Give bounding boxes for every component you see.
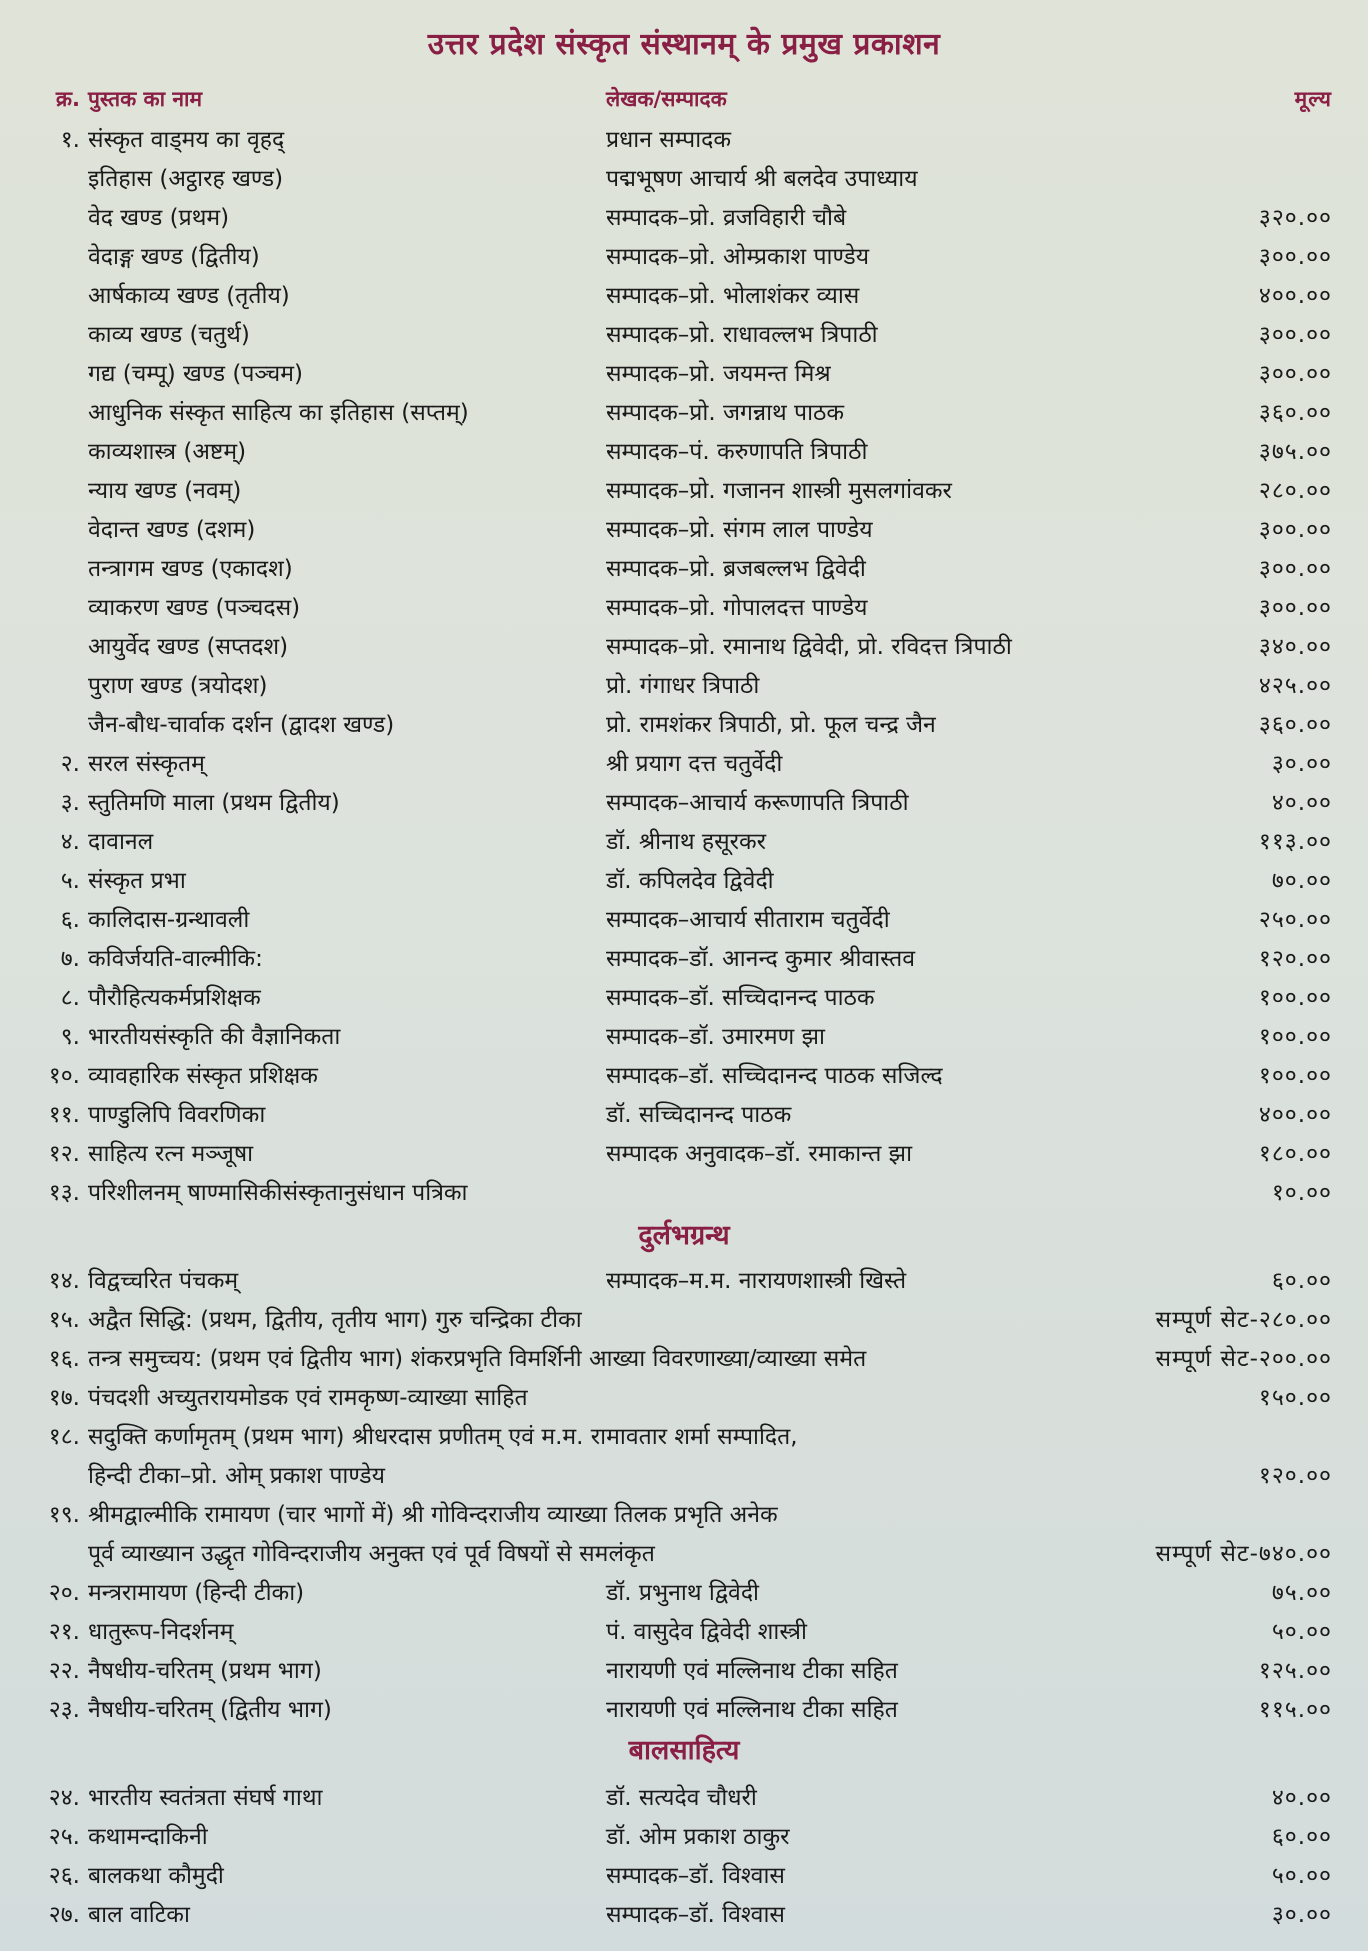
list-item bbox=[0, 940, 1368, 979]
item-title: नैषधीय-चरितम् (प्रथम भाग) bbox=[88, 1658, 322, 1684]
item-title: भारतीयसंस्कृति की वैज्ञानिकता bbox=[88, 1024, 341, 1050]
list-item bbox=[0, 433, 1368, 472]
list-item bbox=[0, 121, 1368, 160]
item-number: ४. bbox=[60, 829, 80, 855]
item-price: ३०.०० bbox=[1271, 1902, 1332, 1928]
item-price: ४२५.०० bbox=[1258, 673, 1332, 699]
item-author: सम्पादक–डॉ. सच्चिदानन्द पाठक सजिल्द bbox=[606, 1063, 943, 1089]
list-item bbox=[0, 1135, 1368, 1174]
list-item bbox=[0, 472, 1368, 511]
item-author: सम्पादक–आचार्य सीताराम चतुर्वेदी bbox=[606, 907, 890, 933]
item-title: जैन-बौध-चार्वाक दर्शन (द्वादश खण्ड) bbox=[88, 712, 395, 738]
item-title: बालकथा कौमुदी bbox=[88, 1863, 224, 1889]
item-number: १३. bbox=[48, 1180, 80, 1206]
list-item bbox=[0, 1818, 1368, 1857]
item-price: ३०.०० bbox=[1271, 751, 1332, 777]
item-author: सम्पादक–आचार्य करूणापति त्रिपाठी bbox=[606, 790, 909, 816]
item-price: ७०.०० bbox=[1271, 868, 1332, 894]
item-title: बाल वाटिका bbox=[88, 1902, 190, 1928]
item-title: आयुर्वेद खण्ड (सप्तदश) bbox=[88, 634, 289, 660]
item-price: १००.०० bbox=[1258, 985, 1332, 1011]
list-item bbox=[0, 394, 1368, 433]
item-title: आर्षकाव्य खण्ड (तृतीय) bbox=[88, 283, 290, 309]
section-title-children-literature: बालसाहित्य bbox=[628, 1735, 740, 1766]
item-number: २३. bbox=[48, 1697, 80, 1723]
item-author: प्रो. गंगाधर त्रिपाठी bbox=[606, 673, 760, 699]
list-item bbox=[0, 1262, 1368, 1301]
item-author: प्रधान सम्पादक bbox=[606, 127, 732, 153]
item-price: ४०.०० bbox=[1271, 1785, 1332, 1811]
item-title: पौरौहित्यकर्मप्रशिक्षक bbox=[88, 985, 261, 1011]
item-number: २४. bbox=[48, 1785, 80, 1811]
list-item bbox=[0, 355, 1368, 394]
item-number: १०. bbox=[48, 1063, 80, 1089]
list-item bbox=[0, 160, 1368, 199]
item-price: ३२०.०० bbox=[1258, 205, 1332, 231]
item-title: साहित्य रत्न मञ्जूषा bbox=[88, 1141, 254, 1167]
item-number: ३. bbox=[60, 790, 80, 816]
list-item bbox=[0, 238, 1368, 277]
item-title: परिशीलनम् षाण्मासिकीसंस्कृतानुसंधान पत्रिका bbox=[88, 1180, 468, 1206]
item-author: पं. वासुदेव द्विवेदी शास्त्री bbox=[606, 1619, 807, 1645]
list-item bbox=[0, 1379, 1368, 1418]
item-author: नारायणी एवं मल्लिनाथ टीका सहित bbox=[606, 1697, 898, 1723]
item-title: श्रीमद्वाल्मीकि रामायण (चार भागों में) श्री गोविन्दराजीय व्याख्या तिलक प्रभृति अनेक bbox=[88, 1502, 778, 1528]
item-price: ३७५.०० bbox=[1258, 439, 1332, 465]
item-title: मन्त्ररामायण (हिन्दी टीका) bbox=[88, 1580, 305, 1606]
item-price: ३६०.०० bbox=[1258, 712, 1332, 738]
item-title: व्याकरण खण्ड (पञ्चदस) bbox=[88, 595, 301, 621]
item-author: नारायणी एवं मल्लिनाथ टीका सहित bbox=[606, 1658, 898, 1684]
list-item bbox=[0, 784, 1368, 823]
item-author: सम्पादक–प्रो. ओम्प्रकाश पाण्डेय bbox=[606, 244, 870, 270]
item-price: ५०.०० bbox=[1271, 1863, 1332, 1889]
item-title: संस्कृत प्रभा bbox=[88, 868, 186, 894]
item-author: डॉ. ओम प्रकाश ठाकुर bbox=[606, 1824, 790, 1850]
item-number: २६. bbox=[48, 1863, 80, 1889]
section-title-rare-books: दुर्लभग्रन्थ bbox=[638, 1220, 730, 1251]
list-item bbox=[0, 862, 1368, 901]
header-serial: क्र. bbox=[55, 87, 80, 111]
item-number: १७. bbox=[48, 1385, 80, 1411]
item-title: न्याय खण्ड (नवम्) bbox=[88, 478, 242, 504]
item-price: १२०.०० bbox=[1258, 1463, 1332, 1489]
item-author: सम्पादक–डॉ. सच्चिदानन्द पाठक bbox=[606, 985, 875, 1011]
list-item bbox=[0, 1301, 1368, 1340]
item-author: सम्पादक–प्रो. भोलाशंकर व्यास bbox=[606, 283, 860, 309]
list-item bbox=[0, 1652, 1368, 1691]
item-author: सम्पादक–डॉ. उमारमण झा bbox=[606, 1024, 825, 1050]
list-item bbox=[0, 316, 1368, 355]
item-author: सम्पादक–प्रो. राधावल्लभ त्रिपाठी bbox=[606, 322, 878, 348]
item-price: १००.०० bbox=[1258, 1063, 1332, 1089]
item-price: ७५.०० bbox=[1271, 1580, 1332, 1606]
item-author: सम्पादक–डॉ. विश्वास bbox=[606, 1902, 785, 1928]
item-author: सम्पादक–प्रो. संगम लाल पाण्डेय bbox=[606, 517, 873, 543]
item-price: ३६०.०० bbox=[1258, 400, 1332, 426]
item-price: २५०.०० bbox=[1258, 907, 1332, 933]
list-item bbox=[0, 1496, 1368, 1567]
item-price: १२५.०० bbox=[1258, 1658, 1332, 1684]
list-item bbox=[0, 1779, 1368, 1818]
item-title-continued: हिन्दी टीका–प्रो. ओम् प्रकाश पाण्डेय bbox=[88, 1463, 385, 1489]
item-number: १८. bbox=[48, 1424, 80, 1450]
item-price: ४०.०० bbox=[1271, 790, 1332, 816]
item-title: काव्यशास्त्र (अष्टम्) bbox=[88, 439, 247, 465]
item-title: सदुक्ति कर्णामृतम् (प्रथम भाग) श्रीधरदास प्रणीतम् एवं म.म. रामावतार शर्मा सम्पादित, bbox=[88, 1424, 798, 1450]
item-number: ६. bbox=[60, 907, 80, 933]
list-item bbox=[0, 706, 1368, 745]
item-title: व्यावहारिक संस्कृत प्रशिक्षक bbox=[88, 1063, 318, 1089]
item-title: वेदाङ्ग खण्ड (द्वितीय) bbox=[88, 244, 260, 270]
item-title: वेद खण्ड (प्रथम) bbox=[88, 205, 230, 231]
list-item bbox=[0, 1896, 1368, 1935]
list-item bbox=[0, 823, 1368, 862]
item-number: २२. bbox=[48, 1658, 80, 1684]
item-price: ११३.०० bbox=[1258, 829, 1332, 855]
header-book-name: पुस्तक का नाम bbox=[88, 87, 203, 111]
item-author: पद्मभूषण आचार्य श्री बलदेव उपाध्याय bbox=[606, 166, 918, 192]
item-number: १६. bbox=[48, 1346, 80, 1372]
item-price: ६०.०० bbox=[1271, 1268, 1332, 1294]
header-price: मूल्य bbox=[1294, 87, 1332, 111]
item-price: १५०.०० bbox=[1258, 1385, 1332, 1411]
list-item bbox=[0, 628, 1368, 667]
item-number: १९. bbox=[48, 1502, 80, 1528]
item-title: कथामन्दाकिनी bbox=[88, 1824, 208, 1850]
item-price: सम्पूर्ण सेट-२००.०० bbox=[1155, 1346, 1332, 1372]
item-author: सम्पादक–डॉ. विश्वास bbox=[606, 1863, 785, 1889]
item-price: ३००.०० bbox=[1258, 361, 1332, 387]
item-title: सरल संस्कृतम् bbox=[88, 751, 205, 777]
item-author: सम्पादक–प्रो. जगन्नाथ पाठक bbox=[606, 400, 845, 426]
item-price: १००.०० bbox=[1258, 1024, 1332, 1050]
item-number: २. bbox=[60, 751, 80, 777]
list-item bbox=[0, 199, 1368, 238]
item-title: गद्य (चम्पू) खण्ड (पञ्चम) bbox=[88, 361, 303, 387]
item-title: तन्त्रागम खण्ड (एकादश) bbox=[88, 556, 293, 582]
item-number: ७. bbox=[60, 946, 80, 972]
list-item bbox=[0, 1857, 1368, 1896]
item-title: स्तुतिमणि माला (प्रथम द्वितीय) bbox=[88, 790, 340, 816]
item-number: १४. bbox=[48, 1268, 80, 1294]
item-title: वेदान्त खण्ड (दशम) bbox=[88, 517, 256, 543]
item-author: प्रो. रामशंकर त्रिपाठी, प्रो. फूल चन्द्र जैन bbox=[606, 712, 936, 738]
item-author: सम्पादक–प्रो. गजानन शास्त्री मुसलगांवकर bbox=[606, 478, 952, 504]
item-title: पुराण खण्ड (त्रयोदश) bbox=[88, 673, 268, 699]
item-price: ३००.०० bbox=[1258, 595, 1332, 621]
item-price: ३००.०० bbox=[1258, 244, 1332, 270]
item-author: डॉ. प्रभुनाथ द्विवेदी bbox=[606, 1580, 760, 1606]
item-title: अद्वैत सिद्धि: (प्रथम, द्वितीय, तृतीय भाग) गुरु चन्द्रिका टीका bbox=[88, 1307, 582, 1333]
item-price: ५०.०० bbox=[1271, 1619, 1332, 1645]
list-item bbox=[0, 745, 1368, 784]
list-item bbox=[0, 589, 1368, 628]
item-number: ११. bbox=[48, 1102, 80, 1128]
item-price: ६०.०० bbox=[1271, 1824, 1332, 1850]
item-author: सम्पादक–डॉ. आनन्द कुमार श्रीवास्तव bbox=[606, 946, 915, 972]
list-item bbox=[0, 1613, 1368, 1652]
list-item bbox=[0, 511, 1368, 550]
item-price: ३००.०० bbox=[1258, 517, 1332, 543]
page-title: उत्तर प्रदेश संस्कृत संस्थानम् के प्रमुख प्रकाशन bbox=[427, 27, 941, 62]
item-title: धातुरूप-निदर्शनम् bbox=[88, 1619, 234, 1645]
item-title: भारतीय स्वतंत्रता संघर्ष गाथा bbox=[88, 1785, 323, 1811]
list-item bbox=[0, 1174, 1368, 1213]
item-author: सम्पादक–पं. करुणापति त्रिपाठी bbox=[606, 439, 868, 465]
item-title: इतिहास (अट्ठारह खण्ड) bbox=[88, 166, 284, 192]
item-number: १५. bbox=[48, 1307, 80, 1333]
item-title-continued: पूर्व व्याख्यान उद्धृत गोविन्दराजीय अनुक्त एवं पूर्व विषयों से समलंकृत bbox=[88, 1541, 655, 1567]
item-author: डॉ. कपिलदेव द्विवेदी bbox=[606, 868, 774, 894]
item-title: विद्वच्चरित पंचकम् bbox=[88, 1268, 239, 1294]
item-price: ४००.०० bbox=[1258, 283, 1332, 309]
item-number: २७. bbox=[48, 1902, 80, 1928]
item-price: ३००.०० bbox=[1258, 556, 1332, 582]
list-item bbox=[0, 550, 1368, 589]
item-number: १२. bbox=[48, 1141, 80, 1167]
list-item bbox=[0, 1691, 1368, 1730]
list-item bbox=[0, 1096, 1368, 1135]
item-author: सम्पादक–म.म. नारायणशास्त्री खिस्ते bbox=[606, 1268, 907, 1294]
item-author: सम्पादक–प्रो. व्रजविहारी चौबे bbox=[606, 205, 847, 231]
item-title: संस्कृत वाड्मय का वृहद् bbox=[88, 127, 285, 153]
item-title: कालिदास-ग्रन्थावली bbox=[88, 907, 250, 933]
item-price: १२०.०० bbox=[1258, 946, 1332, 972]
item-title: कविर्जयति-वाल्मीकि: bbox=[88, 946, 263, 972]
list-item bbox=[0, 277, 1368, 316]
list-item bbox=[0, 979, 1368, 1018]
item-number: ८. bbox=[60, 985, 80, 1011]
item-price: १०.०० bbox=[1271, 1180, 1332, 1206]
item-title: काव्य खण्ड (चतुर्थ) bbox=[88, 322, 250, 348]
item-number: ५. bbox=[60, 868, 80, 894]
item-price: सम्पूर्ण सेट-२८०.०० bbox=[1155, 1307, 1332, 1333]
item-title: पंचदशी अच्युतरायमोडक एवं रामकृष्ण-व्याख्या साहित bbox=[88, 1385, 528, 1411]
list-item bbox=[0, 901, 1368, 940]
item-title: नैषधीय-चरितम् (द्वितीय भाग) bbox=[88, 1697, 332, 1723]
item-title: आधुनिक संस्कृत साहित्य का इतिहास (सप्तम्) bbox=[88, 400, 469, 426]
item-number: ९. bbox=[60, 1024, 80, 1050]
item-author: सम्पादक–प्रो. गोपालदत्त पाण्डेय bbox=[606, 595, 868, 621]
item-author: सम्पादक–प्रो. ब्रजबल्लभ द्विवेदी bbox=[606, 556, 866, 582]
item-author: श्री प्रयाग दत्त चतुर्वेदी bbox=[606, 751, 783, 777]
item-number: २०. bbox=[48, 1580, 80, 1606]
item-number: २५. bbox=[48, 1824, 80, 1850]
list-item bbox=[0, 1018, 1368, 1057]
list-item bbox=[0, 1057, 1368, 1096]
column-header-row bbox=[0, 80, 1368, 119]
item-price: ३००.०० bbox=[1258, 322, 1332, 348]
item-price: सम्पूर्ण सेट-७४०.०० bbox=[1155, 1541, 1332, 1567]
item-author: डॉ. सत्यदेव चौधरी bbox=[606, 1785, 757, 1811]
item-author: सम्पादक अनुवादक–डॉ. रमाकान्त झा bbox=[606, 1141, 913, 1167]
item-number: २१. bbox=[48, 1619, 80, 1645]
item-author: डॉ. सच्चिदानन्द पाठक bbox=[606, 1102, 792, 1128]
item-price: २८०.०० bbox=[1258, 478, 1332, 504]
item-price: ३४०.०० bbox=[1258, 634, 1332, 660]
item-author: सम्पादक–प्रो. रमानाथ द्विवेदी, प्रो. रविदत्त त्रिपाठी bbox=[606, 634, 1012, 660]
list-item bbox=[0, 1574, 1368, 1613]
item-number: १. bbox=[60, 127, 80, 153]
item-author: सम्पादक–प्रो. जयमन्त मिश्र bbox=[606, 361, 831, 387]
item-title: दावानल bbox=[88, 829, 154, 855]
list-item bbox=[0, 1340, 1368, 1379]
item-title: तन्त्र समुच्चय: (प्रथम एवं द्वितीय भाग) शंकरप्रभृति विमर्शिनी आख्या विवरणाख्या/व्याख्या समेत bbox=[88, 1346, 867, 1372]
list-item bbox=[0, 1418, 1368, 1489]
item-price: ११५.०० bbox=[1258, 1697, 1332, 1723]
item-title: पाण्डुलिपि विवरणिका bbox=[88, 1102, 266, 1128]
list-item bbox=[0, 667, 1368, 706]
header-author: लेखक/सम्पादक bbox=[606, 87, 727, 111]
item-price: ४००.०० bbox=[1258, 1102, 1332, 1128]
item-price: १८०.०० bbox=[1258, 1141, 1332, 1167]
item-author: डॉ. श्रीनाथ हसूरकर bbox=[606, 829, 767, 855]
